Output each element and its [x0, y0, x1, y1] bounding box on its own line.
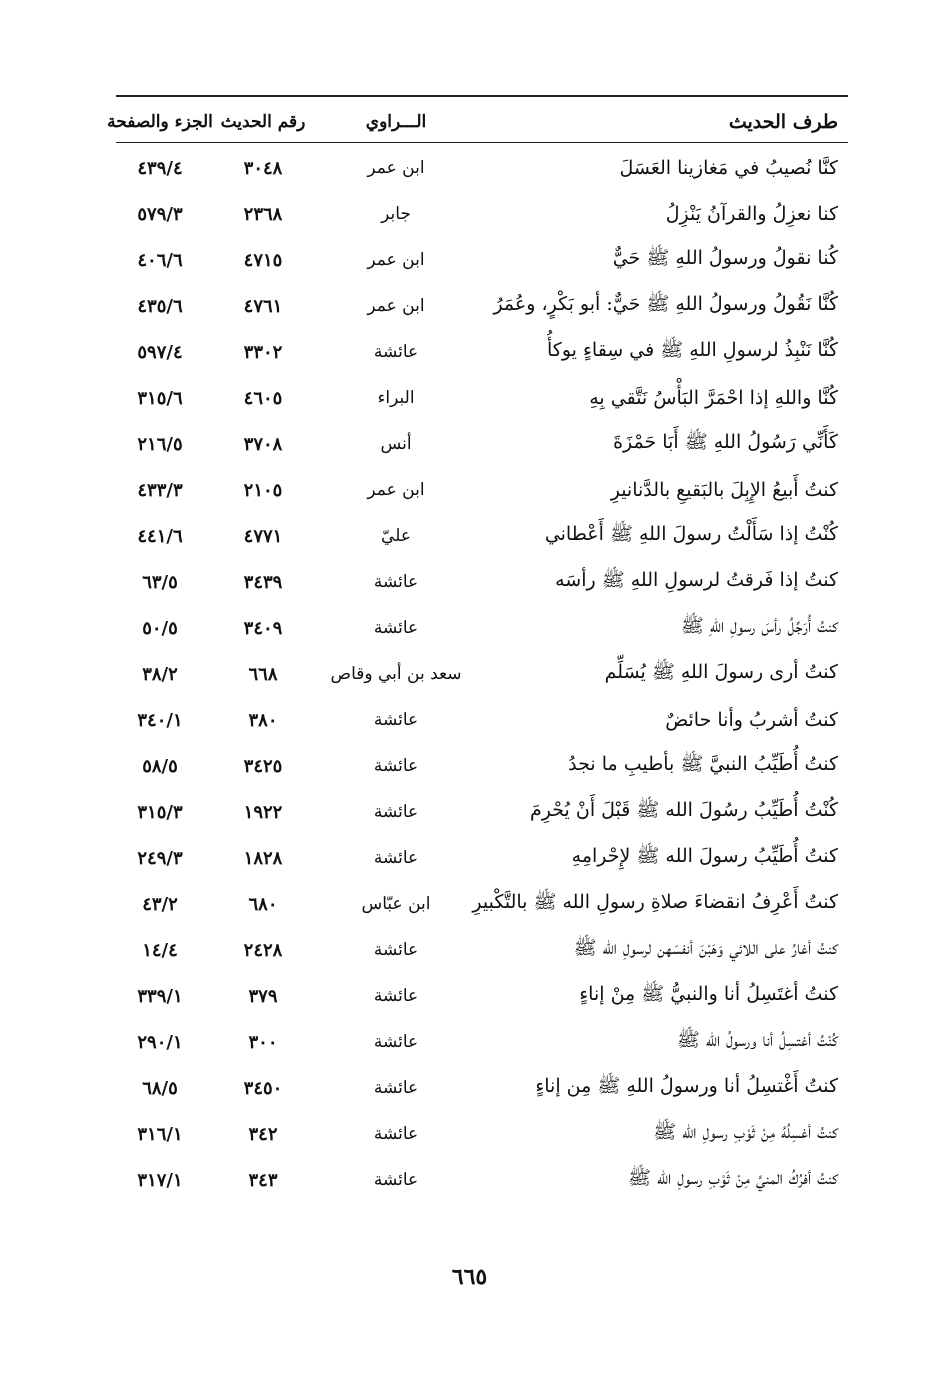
- hadith-number: ٣٤٥٠: [243, 1077, 283, 1099]
- header-hadith: طرف الحديث: [728, 111, 838, 133]
- hadith-number: ٢١٠٥: [243, 479, 283, 501]
- table-header: [107, 102, 848, 142]
- volume-page: ٣١٥/٣: [137, 801, 183, 823]
- header-rule: [116, 142, 848, 143]
- volume-page: ٦٣/٥: [142, 571, 178, 593]
- table-row: [116, 697, 848, 743]
- hadith-text: كُنْتُ إذا سَأَلْتُ رسولَ اللهِ ﷺ أَعْطاني: [544, 523, 838, 545]
- hadith-number: ٣٠٠: [248, 1031, 278, 1053]
- hadith-text: كُنَّا نَقُولُ ورسولُ اللهِ ﷺ حَيٌّ: أبو بَكْرٍ، وعُمَرُ: [493, 293, 838, 315]
- hadith-text: كُنْتُ أُطَيِّبُ رسُولَ الله ﷺ قَبْلَ أَنْ يُحْرِمَ: [530, 799, 838, 821]
- hadith-text: كنتُ أغتَسِلُ أنا والنبيُّ ﷺ مِنْ إناءٍ: [579, 983, 838, 1005]
- narrator: عائشة: [373, 1170, 419, 1190]
- table-row: [116, 973, 848, 1019]
- hadith-text: كُنَّا نَنْبِذُ لرسولِ اللهِ ﷺ في سِقاءٍ يوكأُ: [547, 339, 838, 361]
- narrator: عائشة: [373, 1078, 419, 1098]
- hadith-number: ١٩٢٢: [243, 801, 283, 823]
- top-rule: [116, 95, 848, 97]
- table-row: [116, 651, 848, 697]
- hadith-text: كُنَّا واللهِ إذا احْمَرَّ البَأْسُ نَتَّقي بِهِ: [589, 387, 838, 409]
- table-row: [116, 191, 848, 237]
- hadith-number: ٣٤٣: [248, 1169, 278, 1191]
- volume-page: ١٤/٤: [142, 939, 178, 961]
- narrator: ابن عمر: [367, 250, 425, 270]
- hadith-number: ٣٣٠٢: [243, 341, 283, 363]
- table-row: [116, 789, 848, 835]
- volume-page: ٥٠/٥: [142, 617, 178, 639]
- volume-page: ٣١٦/١: [137, 1123, 183, 1145]
- hadith-text: كُنا نقولُ ورسولُ اللهِ ﷺ حَيٌّ: [612, 247, 838, 269]
- hadith-text: كنتُ أَعْرِفُ انقضاءَ صلاةِ رسولِ الله ﷺ بالتَّكْبيرِ: [472, 891, 838, 913]
- hadith-number: ٤٧٧١: [243, 525, 283, 547]
- hadith-number: ٢٣٦٨: [243, 203, 283, 225]
- table-row: [116, 1111, 848, 1157]
- narrator: ابن عبّاس: [361, 894, 431, 914]
- narrator: عائشة: [373, 940, 419, 960]
- hadith-number: ٦٦٨: [248, 663, 278, 685]
- table-row: [116, 467, 848, 513]
- volume-page: ٤٤١/٦: [137, 525, 183, 547]
- hadith-number: ٣٤٢: [248, 1123, 278, 1145]
- hadith-text: كنتُ أُطَيِّبُ النبيَّ ﷺ بأطيبِ ما نجدُ: [568, 753, 838, 775]
- narrator: جابر: [381, 204, 411, 224]
- table-row: [116, 375, 848, 421]
- hadith-index-table: [116, 145, 848, 1203]
- volume-page: ٣٣٩/١: [137, 985, 183, 1007]
- table-row: [116, 237, 848, 283]
- hadith-text: كَأَنِّي رَسُولُ اللهِ ﷺ أَبَا حَمْزَةَ: [613, 431, 838, 453]
- table-row: [116, 605, 848, 651]
- volume-page: ٤٣٣/٣: [137, 479, 183, 501]
- volume-page: ٥٨/٥: [142, 755, 178, 777]
- table-row: [116, 927, 848, 973]
- hadith-text: كنتُ أرى رسولَ اللهِ ﷺ يُسَلِّم: [604, 661, 838, 683]
- hadith-text: كنتُ أَبيعُ الإِبِلَ بالبَقيعِ بالدَّنانيرِ: [610, 479, 838, 501]
- hadith-text: كنتُ أشربُ وأنا حائضٌ: [665, 709, 838, 731]
- hadith-text: كنتُ أُطَيِّبُ رسولَ الله ﷺ لإِحْرامِهِ: [571, 845, 838, 867]
- hadith-text: كنَّا نُصيبُ في مَغازينا العَسَلَ: [619, 157, 838, 179]
- volume-page: ٤٣/٢: [142, 893, 178, 915]
- page-number: ٦٦٥: [451, 1264, 488, 1290]
- header-number: رقم الحديث: [220, 112, 306, 132]
- volume-page: ٢٩٠/١: [137, 1031, 183, 1053]
- hadith-text: كنتُ أُرَجِّلُ رأسَ رسولِ اللهِ ﷺ: [680, 615, 838, 637]
- table-row: [116, 513, 848, 559]
- hadith-text: كُنْتُ أغتسِلُ أنا ورسولُ الله ﷺ: [676, 1029, 838, 1051]
- narrator: عائشة: [373, 802, 419, 822]
- narrator: عائشة: [373, 710, 419, 730]
- narrator: عليّ: [381, 526, 411, 546]
- narrator: عائشة: [373, 1124, 419, 1144]
- volume-page: ٥٩٧/٤: [137, 341, 183, 363]
- narrator: ابن عمر: [367, 480, 425, 500]
- narrator: عائشة: [373, 342, 419, 362]
- hadith-text: كنتُ أغسِلُهُ مِنْ ثَوْبِ رسولِ الله ﷺ: [653, 1121, 838, 1143]
- narrator: عائشة: [373, 1032, 419, 1052]
- volume-page: ٣١٥/٦: [137, 387, 183, 409]
- hadith-number: ٣٠٤٨: [243, 157, 283, 179]
- hadith-number: ٣٤٢٥: [243, 755, 283, 777]
- narrator: عائشة: [373, 756, 419, 776]
- table-row: [116, 1065, 848, 1111]
- hadith-number: ٣٤٣٩: [243, 571, 283, 593]
- hadith-number: ٣٨٠: [248, 709, 278, 731]
- narrator: ابن عمر: [367, 158, 425, 178]
- table-row: [116, 835, 848, 881]
- hadith-number: ٤٧١٥: [243, 249, 283, 271]
- hadith-number: ٦٨٠: [248, 893, 278, 915]
- table-row: [116, 283, 848, 329]
- volume-page: ٤٣٩/٤: [137, 157, 183, 179]
- hadith-text: كنتُ أَغْتسِلُ أنا ورسولُ اللهِ ﷺ مِن إناءٍ: [535, 1075, 838, 1097]
- table-row: [116, 881, 848, 927]
- hadith-number: ٣٧٠٨: [243, 433, 283, 455]
- table-row: [116, 559, 848, 605]
- narrator: ابن عمر: [367, 296, 425, 316]
- hadith-number: ٢٤٢٨: [243, 939, 283, 961]
- volume-page: ٥٧٩/٣: [137, 203, 183, 225]
- narrator: عائشة: [373, 618, 419, 638]
- volume-page: ٣٨/٢: [142, 663, 178, 685]
- volume-page: ٢٤٩/٣: [137, 847, 183, 869]
- narrator: عائشة: [373, 572, 419, 592]
- volume-page: ٤٠٦/٦: [137, 249, 183, 271]
- hadith-text: كنتُ إذا فَرقتُ لرسولِ اللهِ ﷺ رأسَه: [555, 569, 838, 591]
- table-row: [116, 1019, 848, 1065]
- narrator: عائشة: [373, 848, 419, 868]
- hadith-text: كنتُ أفرُكُ المنيَّ مِنْ ثَوْبِ رسولِ الله ﷺ: [627, 1167, 838, 1189]
- hadith-number: ٤٧٦١: [243, 295, 283, 317]
- header-rawi: الـــراوي: [365, 112, 427, 132]
- narrator: البراء: [377, 388, 415, 408]
- hadith-number: ٣٧٩: [248, 985, 278, 1007]
- table-row: [116, 145, 848, 191]
- table-row: [116, 329, 848, 375]
- hadith-number: ٤٦٠٥: [243, 387, 283, 409]
- narrator: سعد بن أبي وقاص: [330, 664, 462, 684]
- narrator: أنس: [380, 434, 412, 454]
- volume-page: ٦٨/٥: [142, 1077, 178, 1099]
- hadith-text: كنتُ أغارُ على اللائي وَهَبْنَ أنفسَهن لرسولِ الله ﷺ: [573, 937, 838, 959]
- hadith-text: كنا نعزِلُ والقرآنُ يَنْزِلُ: [665, 203, 838, 225]
- volume-page: ٣٤٠/١: [137, 709, 183, 731]
- volume-page: ٣١٧/١: [137, 1169, 183, 1191]
- table-row: [116, 421, 848, 467]
- narrator: عائشة: [373, 986, 419, 1006]
- hadith-number: ١٨٢٨: [243, 847, 283, 869]
- volume-page: ٤٣٥/٦: [137, 295, 183, 317]
- table-row: [116, 1157, 848, 1203]
- table-row: [116, 743, 848, 789]
- volume-page: ٢١٦/٥: [137, 433, 183, 455]
- hadith-number: ٣٤٠٩: [243, 617, 283, 639]
- header-page: الجزء والصفحة: [107, 112, 213, 132]
